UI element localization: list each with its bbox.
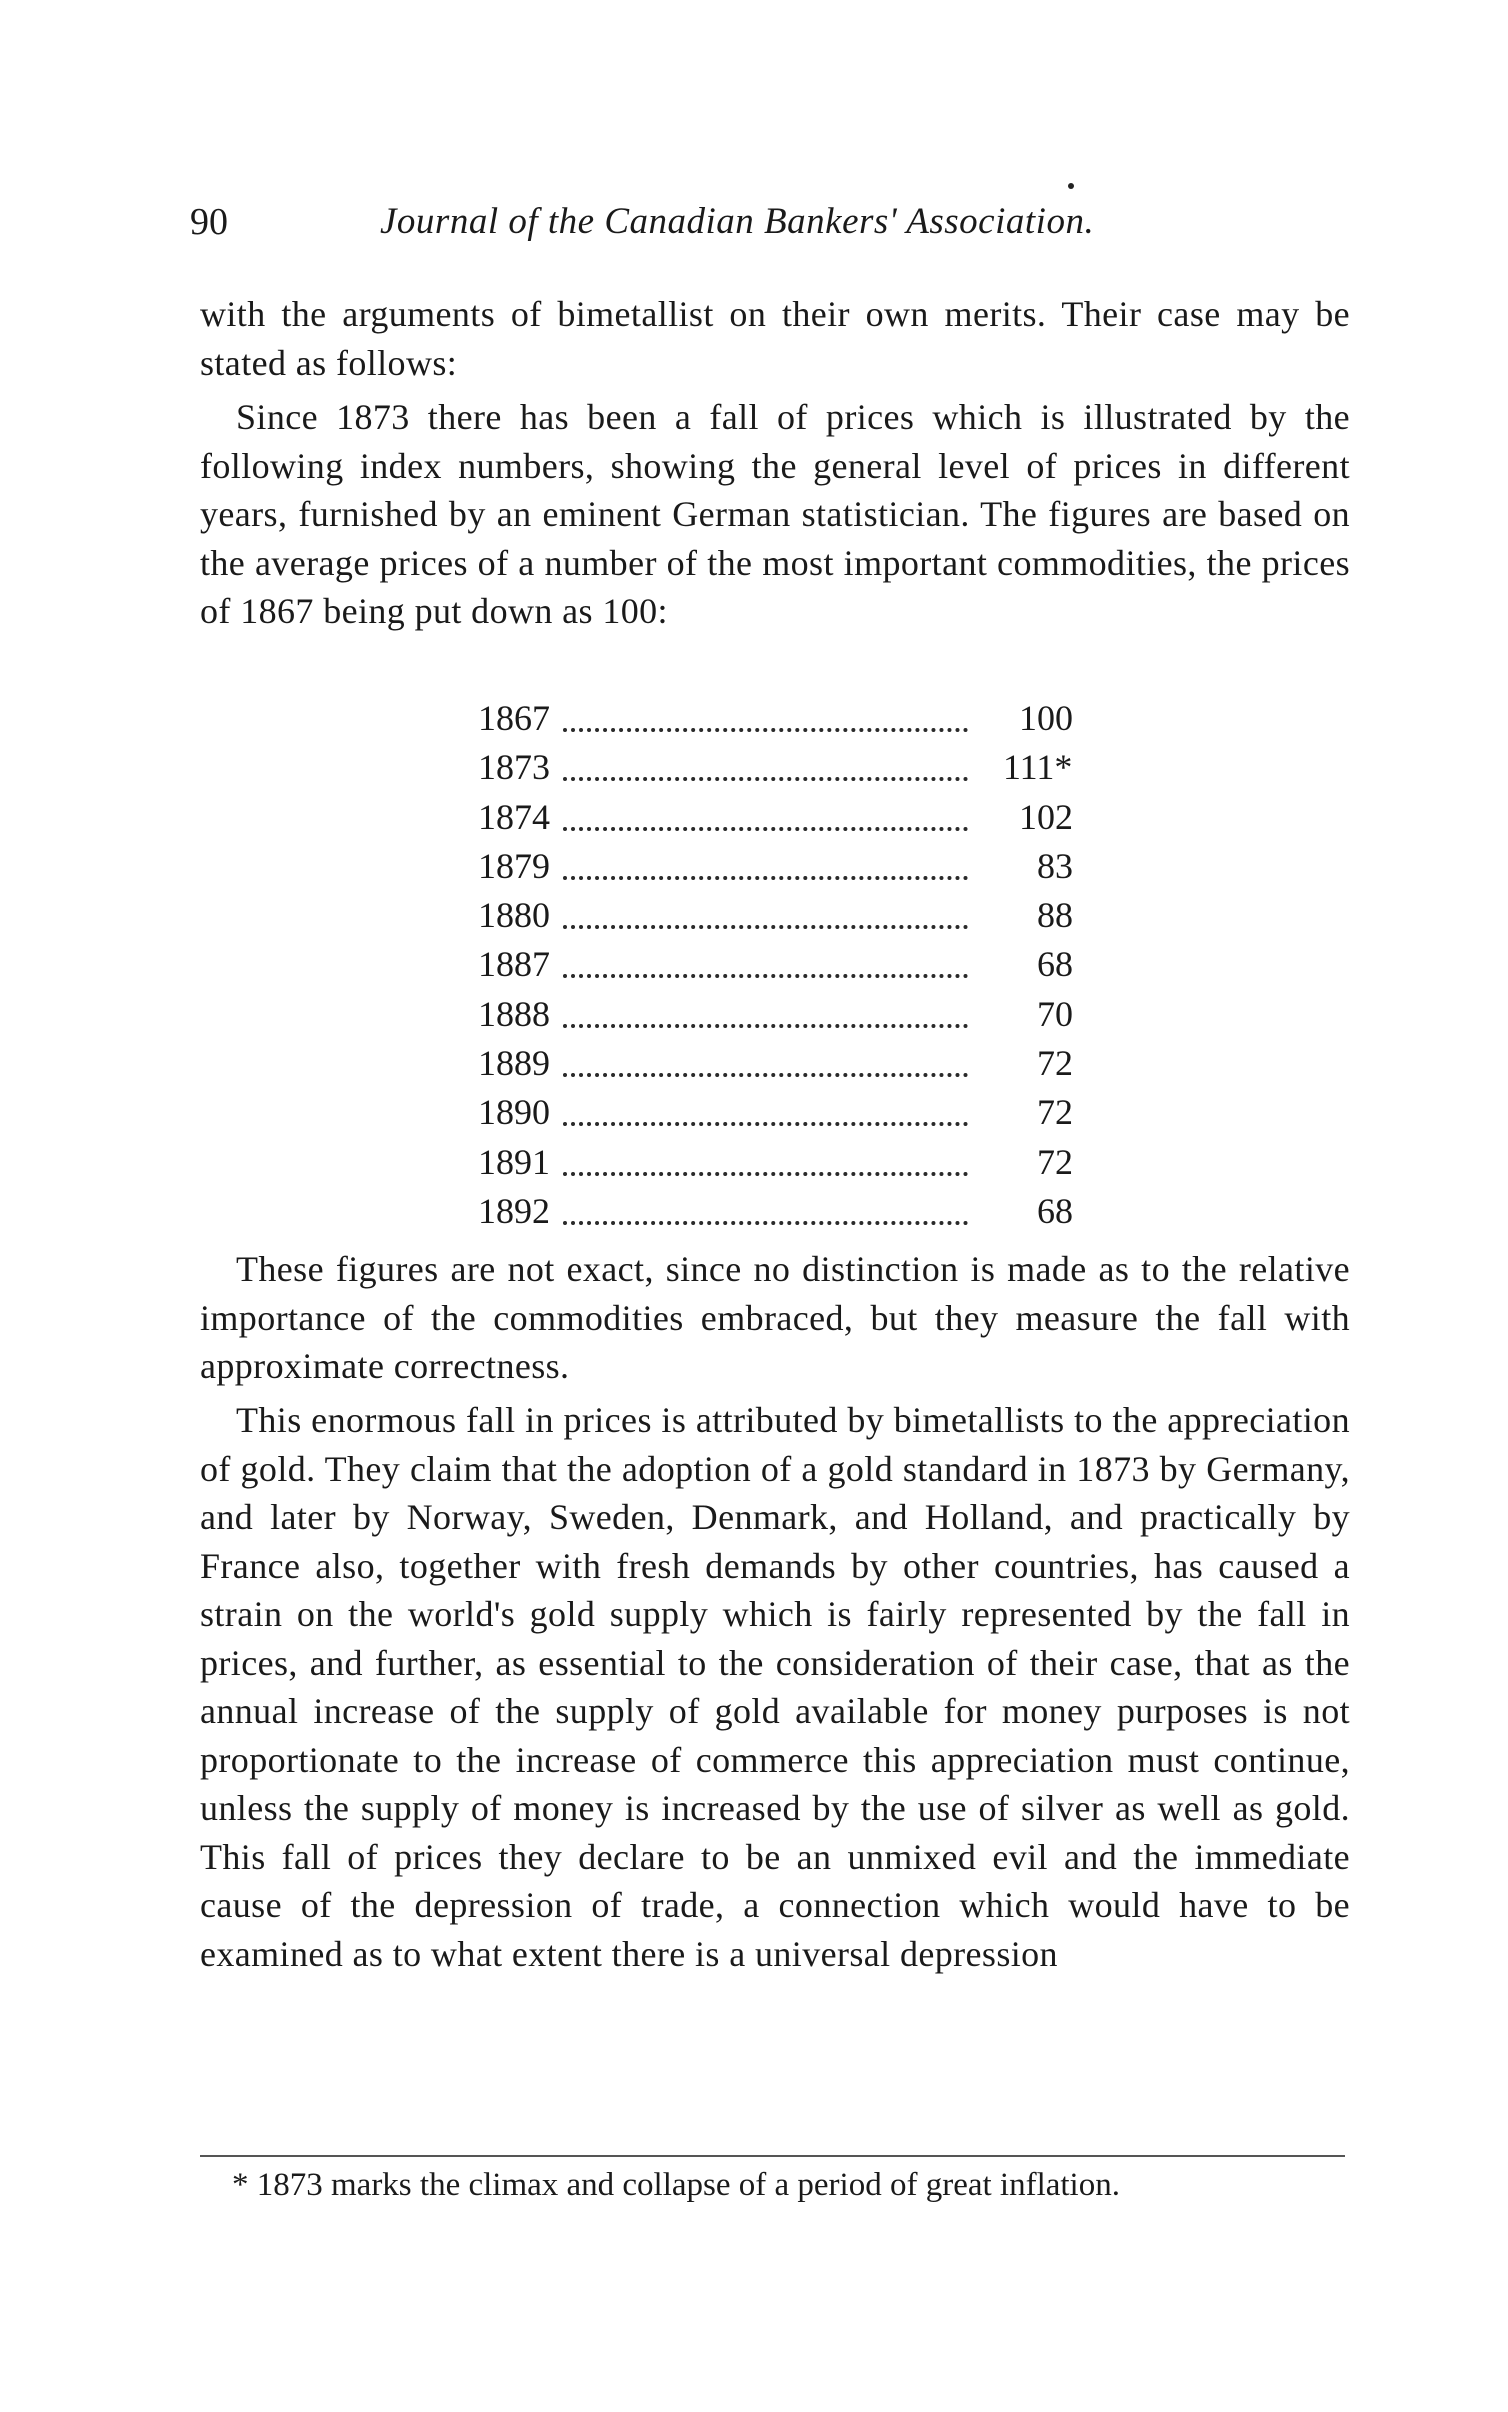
year-cell: 1891 xyxy=(478,1141,550,1182)
dot-leader xyxy=(563,1172,968,1176)
year-cell: 1879 xyxy=(478,845,550,886)
year-cell: 1892 xyxy=(478,1190,550,1231)
year-cell: 1887 xyxy=(478,944,550,985)
dot-leader xyxy=(563,728,968,732)
dot-leader xyxy=(563,1024,968,1028)
index-value-cell: 102 xyxy=(1019,796,1073,837)
page-number: 90 xyxy=(190,201,228,243)
index-value-cell: 83 xyxy=(1037,845,1073,886)
dot-leader xyxy=(563,777,968,781)
dot-leader xyxy=(563,925,968,929)
dot-leader xyxy=(563,1073,968,1077)
index-value-cell: 100 xyxy=(1019,698,1073,738)
year-cell: 1890 xyxy=(478,1092,550,1133)
index-value-cell: 72 xyxy=(1037,1092,1073,1133)
index-numbers-table xyxy=(478,694,1078,1236)
footnote-divider xyxy=(200,2155,1345,2157)
index-value-cell: 68 xyxy=(1037,944,1073,985)
table-row xyxy=(478,842,1078,891)
page-header xyxy=(190,200,1350,260)
index-value-cell: 68 xyxy=(1037,1190,1073,1231)
year-cell: 1889 xyxy=(478,1043,550,1084)
table-row xyxy=(478,694,1078,743)
year-cell: 1867 xyxy=(478,698,550,738)
index-value-cell: 70 xyxy=(1037,993,1073,1034)
year-cell: 1874 xyxy=(478,796,550,837)
table-row xyxy=(478,743,1078,792)
table-row xyxy=(478,891,1078,940)
index-value-cell: 72 xyxy=(1037,1141,1073,1182)
table-row xyxy=(478,990,1078,1039)
table-row xyxy=(478,1187,1078,1236)
paragraph-price-fall: Since 1873 there has been a fall of prices which is illustrated by the following index numbers, showing the general level of prices in different years, furnished by an eminent German statistician. The figures are based on the average prices of a number of the most important commodities, the prices of 1867 being put down as 100: xyxy=(200,397,1350,631)
table-row xyxy=(478,793,1078,842)
table-row xyxy=(478,1088,1078,1137)
running-title: Journal of the Canadian Bankers' Association. xyxy=(380,201,1095,242)
table-row xyxy=(478,1138,1078,1187)
paragraph-figures-note: These figures are not exact, since no distinction is made as to the relative importance of the commodities embraced, but they measure the fall with approximate correctness. xyxy=(200,1249,1350,1386)
year-cell: 1888 xyxy=(478,993,550,1034)
dot-leader xyxy=(563,1221,968,1225)
index-value-cell: 111* xyxy=(1003,747,1073,788)
dot-leader xyxy=(563,827,968,831)
paragraph-gold-appreciation: This enormous fall in prices is attributed by bimetallists to the appreciation of gold. They claim that the adoption of a gold standard in 1873 by Germany, and later by Norway, Sweden, Denmark, and Holland, and practically by France also, together with fresh demands by other countries, has caused a strain on the world's gold supply which is fairly represented by the fall in prices, and further, as essential to the consideration of their case, that as the annual increase of the supply of gold available for money purposes is not proportionate to the increase of commerce this appreciation must continue, unless the supply of money is increased by the use of silver as well as gold. This fall of prices they declare to be an unmixed evil and the immediate cause of the depression of trade, a connection which would have to be examined as to what extent there is a universal depression xyxy=(200,1400,1350,1974)
year-cell: 1873 xyxy=(478,747,550,788)
index-value-cell: 88 xyxy=(1037,895,1073,936)
year-cell: 1880 xyxy=(478,895,550,936)
table-row xyxy=(478,940,1078,989)
paragraph-intro: with the arguments of bimetallist on their own merits. Their case may be stated as follows: xyxy=(200,294,1350,383)
dot-leader xyxy=(563,974,968,978)
stray-ink-mark xyxy=(1068,183,1074,189)
footnote: * 1873 marks the climax and collapse of a period of great inflation. xyxy=(232,2167,1120,2203)
index-value-cell: 72 xyxy=(1037,1043,1073,1084)
table-row xyxy=(478,1039,1078,1088)
dot-leader xyxy=(563,1122,968,1126)
dot-leader xyxy=(563,876,968,880)
